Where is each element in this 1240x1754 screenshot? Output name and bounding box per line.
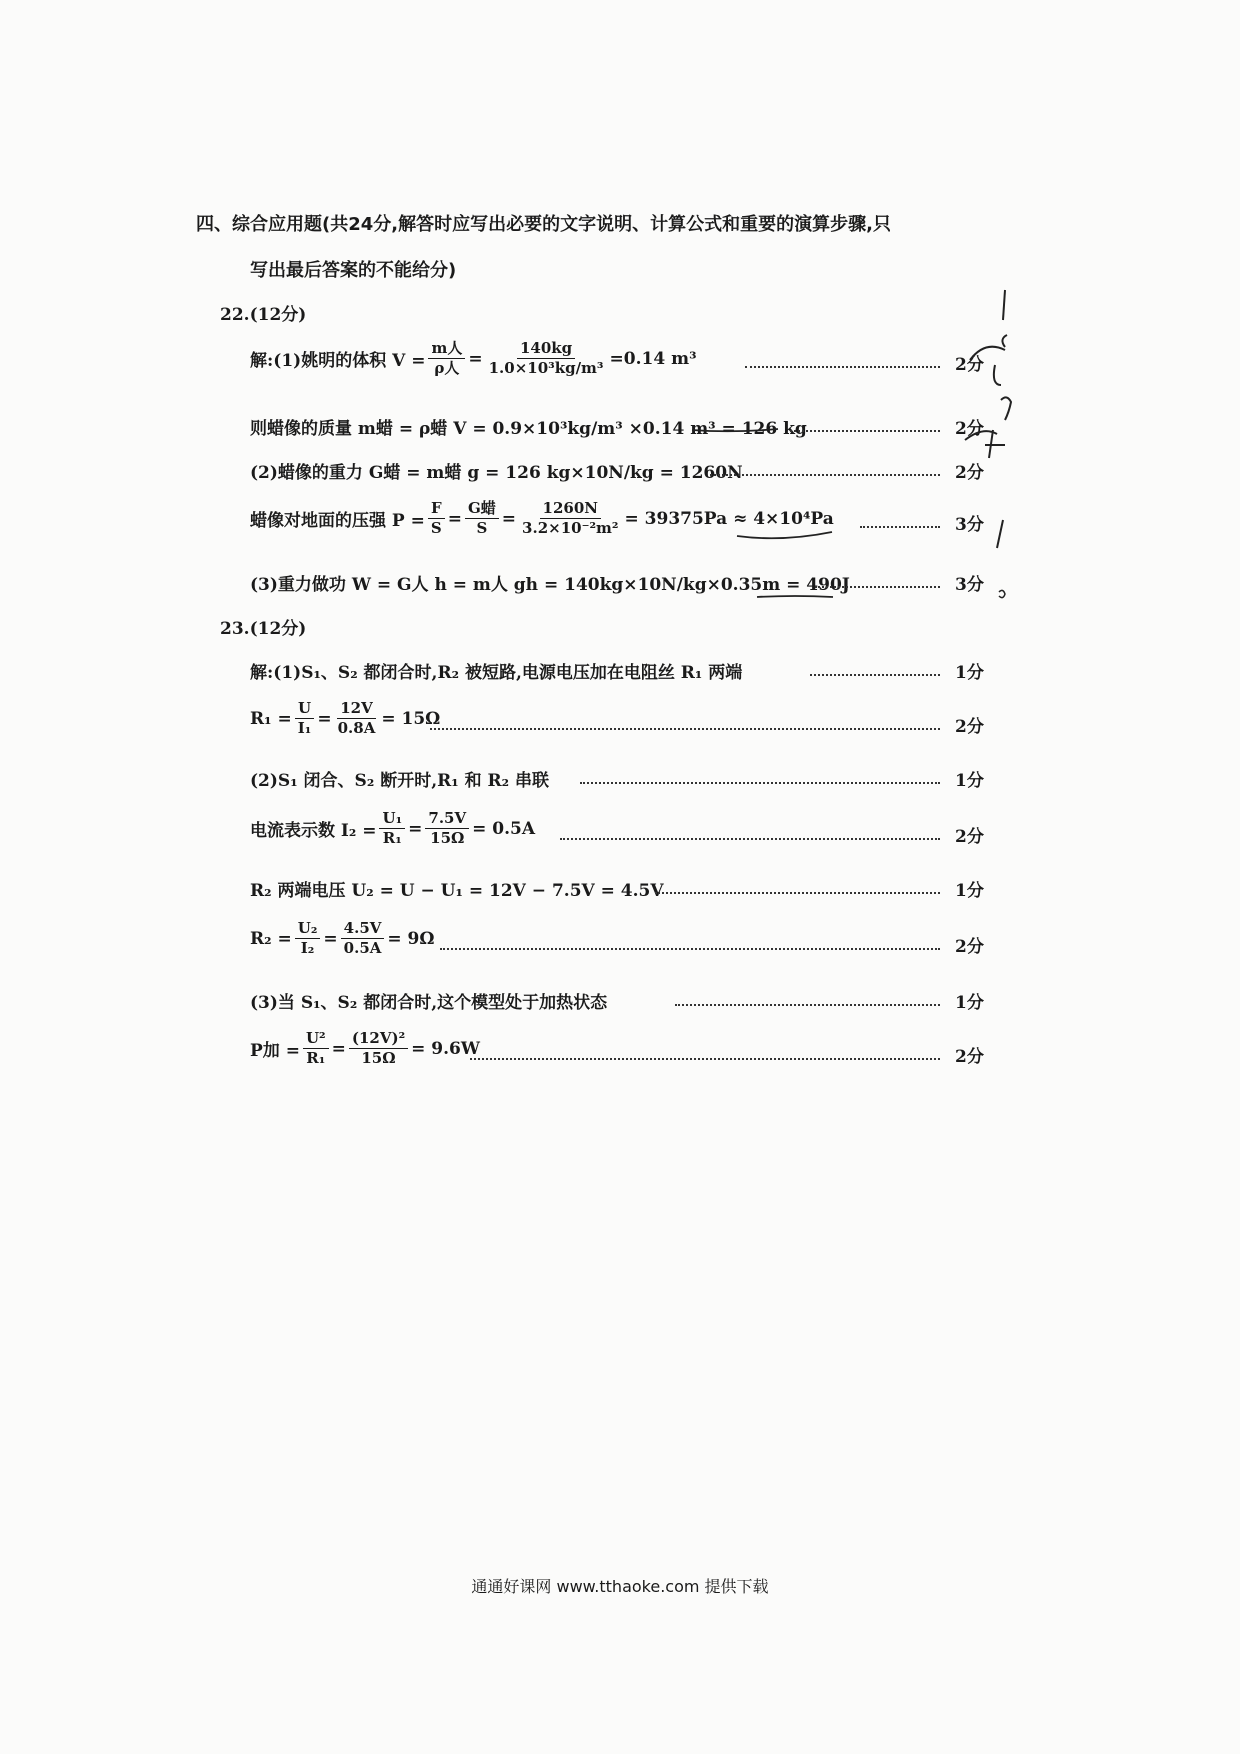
q23-fraction-u1-over-r1: [379, 810, 405, 848]
q22-fraction-force-over-area: [519, 500, 621, 538]
q23-line2-score: 2分: [955, 717, 984, 737]
q23-line1: 解:(1)S₁、S₂ 都闭合时,R₂ 被短路,电源电压加在电阻丝 R₁ 两端: [250, 663, 743, 683]
handwritten-stroke: [970, 347, 1005, 385]
fraction-denominator: I₁: [297, 719, 312, 738]
section-heading-line1: 四、综合应用题(共24分,解答时应写出必要的文字说明、计算公式和重要的演算步骤,只: [196, 214, 891, 235]
q23-line2-text: R₁ =: [250, 708, 292, 729]
q23-line5-score: 1分: [955, 881, 984, 901]
q22-line5: (3)重力做功 W = G人 h = m人 gh = 140kg×10N/kg×0.35m = 490J: [250, 575, 850, 595]
leader-dots: [790, 430, 940, 432]
footer-source: 通通好课网 www.tthaoke.com 提供下载: [471, 1577, 769, 1596]
handwritten-stroke: [997, 520, 1003, 548]
q22-line1-score: 2分: [955, 355, 984, 375]
q23-label: 23.(12分): [220, 619, 307, 639]
q23-line3: (2)S₁ 闭合、S₂ 断开时,R₁ 和 R₂ 串联: [250, 771, 550, 791]
leader-dots: [745, 366, 940, 368]
fraction-numerator: U²: [303, 1030, 329, 1049]
q23-fraction-voltage-squared-over-resistance: [349, 1030, 408, 1068]
fraction-numerator: U: [295, 700, 314, 719]
fraction-denominator: 1.0×10³kg/m³: [488, 359, 604, 378]
q23-fraction-voltage-over-resistance: [425, 810, 469, 848]
leader-dots: [815, 586, 940, 588]
fraction-numerator: 4.5V: [341, 920, 385, 939]
fraction-numerator: 12V: [337, 700, 376, 719]
fraction-denominator: 3.2×10⁻²m²: [522, 519, 619, 538]
q22-line2-score: 2分: [955, 419, 984, 439]
fraction-numerator: F: [428, 500, 445, 519]
q23-line8-text: P加 =: [250, 1041, 300, 1062]
q23-line2-result: = 15Ω: [381, 708, 441, 729]
q23-line4: 电流表示数 I₂ = $\frac{\text{U₁}}{\text{R₁}}$ = $\frac{7.5V}{15\Omega}$ = 0.5A: [250, 809, 536, 848]
q23-line6: R₂ = $\frac{\text{U₂}}{\text{I₂}}$ = $\frac{4.5V}{0.5A}$ = 9Ω: [250, 919, 435, 958]
fraction-denominator: S: [476, 519, 488, 538]
handwritten-stroke: [1002, 335, 1007, 347]
q23-line8-score: 2分: [955, 1047, 984, 1067]
fraction-numerator: m人: [428, 340, 465, 359]
q22-line4-text: 蜡像对地面的压强 P =: [250, 511, 425, 532]
fraction-numerator: 140kg: [517, 340, 575, 359]
handwritten-underline: [735, 528, 835, 542]
handwritten-marks: [955, 280, 1025, 620]
leader-dots: [860, 526, 940, 528]
fraction-numerator: G蜡: [465, 500, 499, 519]
handwritten-stroke: [999, 590, 1005, 597]
leader-dots: [560, 838, 940, 840]
leader-dots: [430, 728, 940, 730]
fraction-denominator: 0.8A: [337, 719, 376, 738]
q23-line4-score: 2分: [955, 827, 984, 847]
q23-line8-result: = 9.6W: [411, 1038, 480, 1059]
q23-fraction-voltage-over-current: [335, 700, 379, 738]
q22-line1-text: 解:(1)姚明的体积 V =: [250, 351, 426, 372]
q23-fraction-u-over-i: [295, 700, 315, 738]
q23-line7-score: 1分: [955, 993, 984, 1013]
q22-fraction-m-over-rho: [428, 340, 465, 378]
fraction-denominator: I₂: [300, 939, 315, 958]
fraction-numerator: U₂: [295, 920, 321, 939]
fraction-numerator: 7.5V: [425, 810, 469, 829]
q23-line6-score: 2分: [955, 937, 984, 957]
handwritten-stroke: [965, 430, 1005, 458]
fraction-denominator: R₁: [306, 1049, 326, 1068]
leader-dots: [470, 1058, 940, 1060]
handwritten-underline: [690, 425, 780, 435]
q23-line4-result: = 0.5A: [472, 818, 536, 839]
fraction-numerator: 1260N: [540, 500, 601, 519]
fraction-denominator: R₁: [382, 829, 402, 848]
q23-fraction-u2-over-i2: [295, 920, 321, 958]
q22-line4-score: 3分: [955, 515, 984, 535]
q22-line1-result: =0.14 m³: [609, 348, 697, 369]
q22-fraction-f-over-s: [428, 500, 445, 538]
q23-line3-score: 1分: [955, 771, 984, 791]
handwritten-stroke: [1003, 290, 1005, 320]
q22-fraction-mass-over-density: [486, 340, 607, 378]
q22-line5-score: 3分: [955, 575, 984, 595]
leader-dots: [440, 948, 940, 950]
q22-label: 22.(12分): [220, 305, 307, 325]
handwritten-stroke: [1001, 397, 1011, 420]
q23-line7: (3)当 S₁、S₂ 都闭合时,这个模型处于加热状态: [250, 993, 608, 1013]
handwritten-underline: [755, 592, 835, 602]
fraction-numerator: (12V)²: [349, 1030, 408, 1049]
q23-line6-result: = 9Ω: [387, 928, 435, 949]
q22-line1: [250, 340, 697, 378]
q22-line3: (2)蜡像的重力 G蜡 = m蜡 g = 126 kg×10N/kg = 1260N: [250, 463, 743, 483]
leader-dots: [580, 782, 940, 784]
q23-line1-score: 1分: [955, 663, 984, 683]
leader-dots: [710, 474, 940, 476]
q22-line2: 则蜡像的质量 m蜡 = ρ蜡 V = 0.9×10³kg/m³ ×0.14 m³ = 126 kg: [250, 419, 807, 439]
q22-line4: 蜡像对地面的压强 P = $\frac{F}{S}$ = $\frac{\text{G蜡}}{S}$ = $\frac{1260N}{\text{3.2×10⁻²m²}}$ = 39375Pa ≈ 4×10⁴Pa: [250, 499, 834, 538]
equals-sign: =: [468, 348, 483, 369]
q22-line4-result: = 39375Pa ≈ 4×10⁴Pa: [624, 508, 834, 529]
q23-line5: R₂ 两端电压 U₂ = U − U₁ = 12V − 7.5V = 4.5V: [250, 881, 664, 901]
q23-line2: R₁ = $\frac{U}{\text{I₁}}$ = $\frac{12V}{0.8A}$ = 15Ω: [250, 699, 441, 738]
section-heading-line2: 写出最后答案的不能给分): [250, 260, 457, 281]
q22-line3-score: 2分: [955, 463, 984, 483]
leader-dots: [810, 674, 940, 676]
fraction-denominator: S: [430, 519, 442, 538]
fraction-denominator: 15Ω: [430, 829, 465, 848]
q23-line4-text: 电流表示数 I₂ =: [250, 821, 377, 842]
leader-dots: [675, 1004, 940, 1006]
fraction-denominator: 0.5A: [343, 939, 382, 958]
q22-fraction-g-over-s: [465, 500, 499, 538]
fraction-denominator: ρ人: [434, 359, 460, 378]
fraction-denominator: 15Ω: [361, 1049, 396, 1068]
q23-fraction-u2-over-r1: [303, 1030, 329, 1068]
leader-dots: [655, 892, 940, 894]
fraction-numerator: U₁: [379, 810, 405, 829]
q23-line6-text: R₂ =: [250, 928, 292, 949]
q23-fraction-voltage-over-current-2: [341, 920, 385, 958]
q23-line8: P加 = $\frac{\text{U²}}{\text{R₁}}$ = $\frac{\text{(12V)²}}{15\Omega}$ = 9.6W: [250, 1029, 480, 1068]
